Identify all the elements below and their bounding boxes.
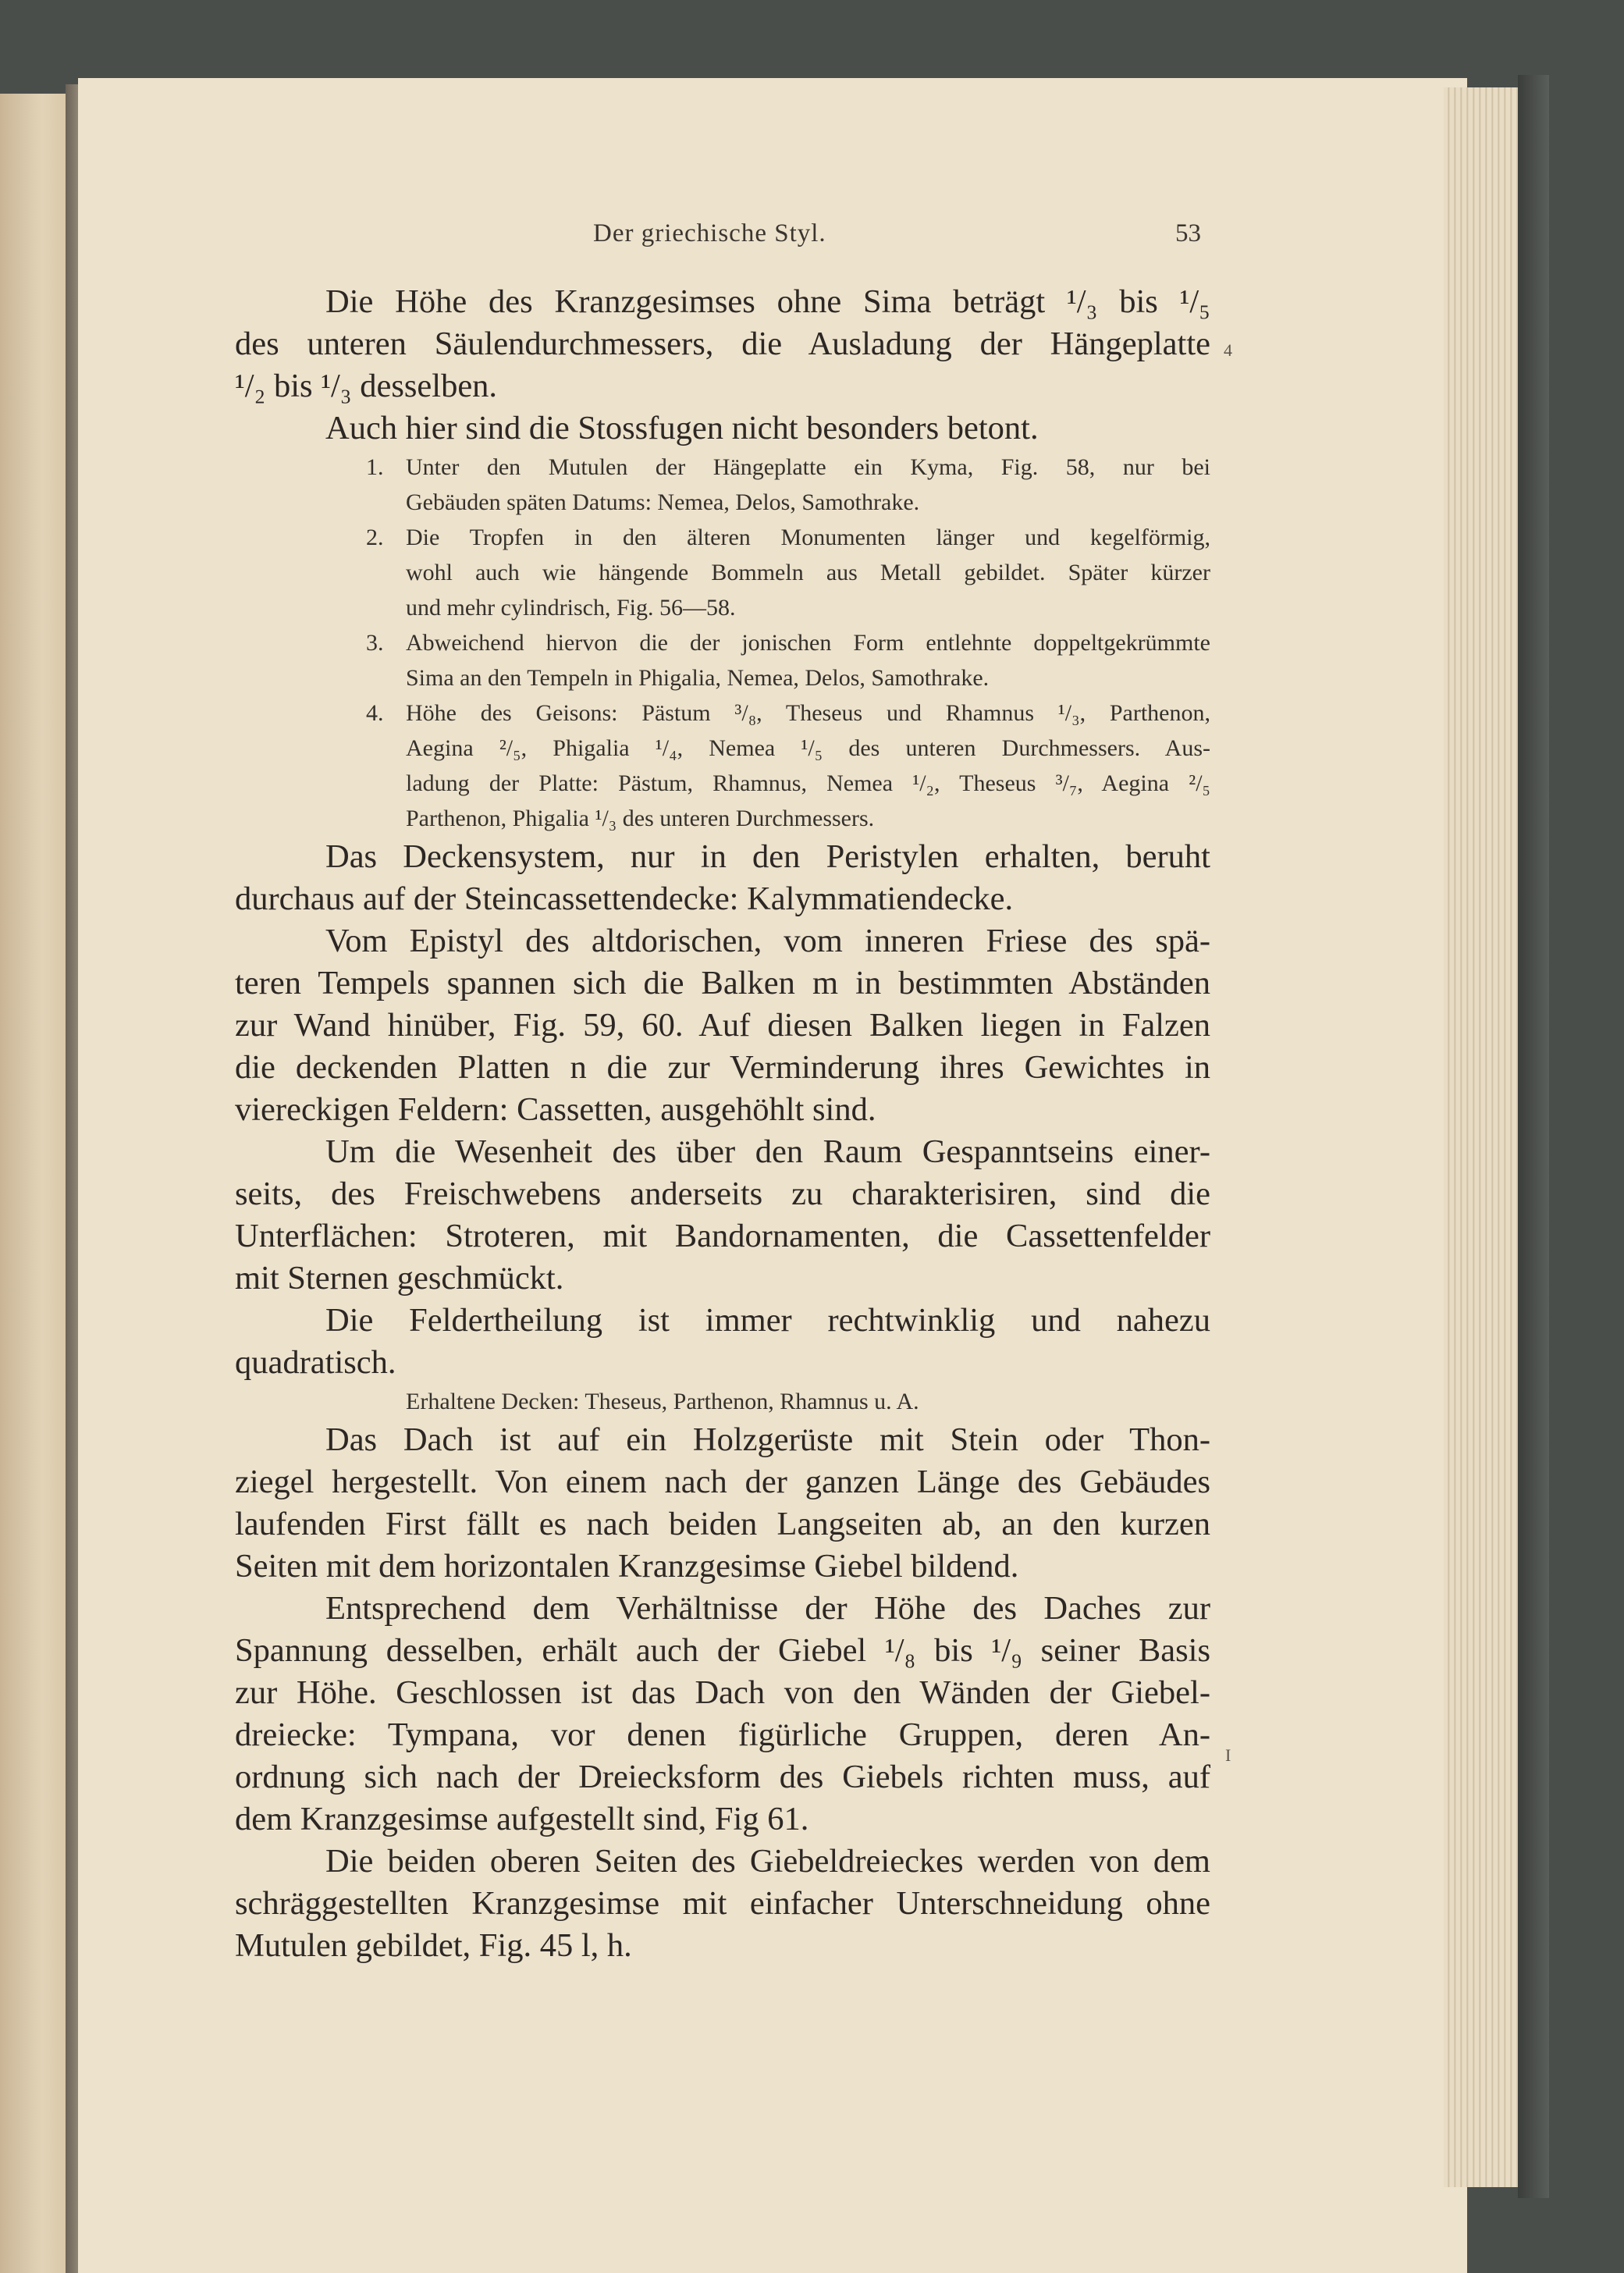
text-line: dem Kranzgesimse aufgestellt sind, Fig 61. [235, 1801, 809, 1837]
paragraph [235, 281, 1210, 407]
paragraph [235, 1131, 1210, 1300]
footnote [235, 520, 1210, 625]
text-line: des unteren Säulendurchmessers, die Ausladung der Hängeplatte [235, 325, 1210, 362]
paragraph [235, 1419, 1210, 1588]
footnote-number: 4. [366, 700, 384, 726]
text-line: Spannung desselben, erhält auch der Giebel ¹/₈ bis ¹/₉ seiner Basis [235, 1632, 1210, 1669]
margin-mark: 4 [1224, 340, 1232, 360]
paragraph [235, 1300, 1210, 1384]
footnote-number: 3. [366, 630, 384, 656]
text-line: laufenden First fällt es nach beiden Langseiten ab, an den kurzen [235, 1506, 1210, 1542]
footnote [235, 450, 1210, 520]
text-line: Erhaltene Decken: Theseus, Parthenon, Rhamnus u. A. [406, 1389, 919, 1414]
text-line: seits, des Freischwebens anderseits zu charakterisiren, sind die [235, 1176, 1210, 1212]
text-line: Die Tropfen in den älteren Monumenten länger und kegelförmig, [406, 525, 1210, 550]
text-line: Mutulen gebildet, Fig. 45 l, h. [235, 1927, 632, 1964]
text-line: Das Deckensystem, nur in den Peristylen erhalten, beruht [325, 838, 1210, 875]
text-line: Sima an den Tempeln in Phigalia, Nemea, Delos, Samothrake. [406, 665, 990, 691]
paragraph [235, 1588, 1210, 1841]
text-line: Aegina ²/₅, Phigalia ¹/₄, Nemea ¹/₅ des unteren Durchmessers. Aus- [406, 735, 1210, 761]
page-stack-edges [1444, 87, 1520, 2187]
text-line: teren Tempels spannen sich die Balken m in bestimmten Abständen [235, 965, 1210, 1001]
margin-mark: I [1225, 1745, 1231, 1765]
paragraph: Auch hier sind die Stossfugen nicht besonders betont. [325, 410, 1039, 446]
page-body [235, 281, 1210, 1967]
text-line: mit Sternen geschmückt. [235, 1260, 564, 1297]
footnote-list [235, 450, 1210, 836]
text-line: Um die Wesenheit des über den Raum Gespanntseins einer- [325, 1133, 1210, 1170]
text-line: Die beiden oberen Seiten des Giebeldreieckes werden von dem [325, 1843, 1210, 1880]
footnote [235, 695, 1210, 836]
text-line: Die Höhe des Kranzgesimses ohne Sima beträgt ¹/₃ bis ¹/₅ [325, 283, 1210, 320]
text-line: Entsprechend dem Verhältnisse der Höhe des Daches zur [325, 1590, 1210, 1627]
text-line: schräggestellten Kranzgesimse mit einfacher Unterschneidung ohne [235, 1885, 1210, 1922]
text-line: Unterflächen: Stroteren, mit Bandornamenten, die Cassettenfelder [235, 1218, 1210, 1254]
footnote-number: 1. [366, 454, 384, 480]
text-line: Gebäuden späten Datums: Nemea, Delos, Samothrake. [406, 489, 920, 515]
text-line: viereckigen Feldern: Cassetten, ausgehöhlt sind. [235, 1091, 876, 1128]
paragraph [235, 1841, 1210, 1967]
text-line: ladung der Platte: Pästum, Rhamnus, Nemea ¹/₂, Theseus ³/₇, Aegina ²/₅ [406, 770, 1210, 796]
text-line: zur Wand hinüber, Fig. 59, 60. Auf diesen Balken liegen in Falzen [235, 1007, 1210, 1044]
running-title: Der griechische Styl. [593, 219, 826, 247]
footnote-number: 2. [366, 525, 384, 550]
text-line: quadratisch. [235, 1344, 396, 1381]
footnote [235, 625, 1210, 695]
text-line: Höhe des Geisons: Pästum ³/₈, Theseus und Rhamnus ¹/₃, Parthenon, [406, 700, 1210, 726]
text-line: Die Feldertheilung ist immer rechtwinklig und nahezu [325, 1302, 1210, 1339]
text-line: Unter den Mutulen der Hängeplatte ein Kyma, Fig. 58, nur bei [406, 454, 1210, 480]
text-line: dreiecke: Tympana, vor denen figürliche Gruppen, deren An- [235, 1716, 1210, 1753]
text-line: ordnung sich nach der Dreiecksform des Giebels richten muss, auf [235, 1759, 1210, 1795]
text-line: wohl auch wie hängende Bommeln aus Metall gebildet. Später kürzer [406, 560, 1210, 585]
page-number: 53 [1175, 219, 1201, 247]
text-line: und mehr cylindrisch, Fig. 56—58. [406, 595, 736, 621]
paragraph [235, 836, 1210, 920]
text-line: Parthenon, Phigalia ¹/₃ des unteren Durchmessers. [406, 806, 875, 831]
text-line: ziegel hergestellt. Von einem nach der ganzen Länge des Gebäudes [235, 1464, 1210, 1500]
text-line: Vom Epistyl des altdorischen, vom inneren Friese des spä- [325, 923, 1210, 959]
text-line: ¹/₂ bis ¹/₃ desselben. [235, 368, 498, 404]
left-page-edge [0, 94, 70, 2273]
book-cover-edge [1518, 75, 1549, 2198]
text-line: Abweichend hiervon die der jonischen Form entlehnte doppeltgekrümmte [406, 630, 1210, 656]
text-line: durchaus auf der Steincassettendecke: Kalymmatiendecke. [235, 880, 1014, 917]
footnote [235, 1384, 1210, 1419]
text-line: Seiten mit dem horizontalen Kranzgesimse Giebel bildend. [235, 1548, 1019, 1585]
text-line: die deckenden Platten n die zur Verminderung ihres Gewichtes in [235, 1049, 1210, 1086]
text-line: zur Höhe. Geschlossen ist das Dach von den Wänden der Giebel- [235, 1674, 1210, 1711]
paragraph [235, 920, 1210, 1131]
scan-background-top [0, 0, 1624, 78]
text-line: Das Dach ist auf ein Holzgerüste mit Stein oder Thon- [325, 1421, 1210, 1458]
